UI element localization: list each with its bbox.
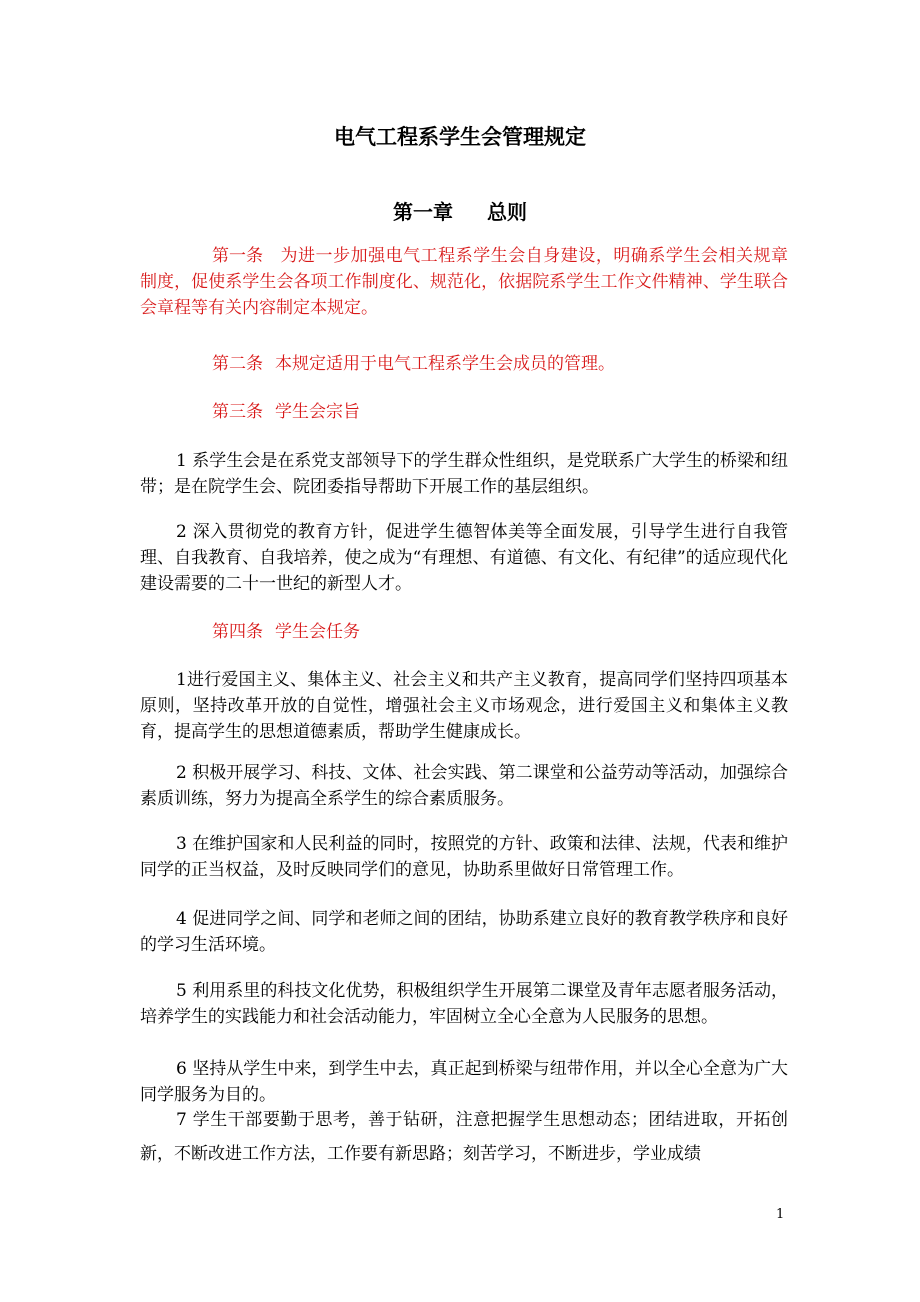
article-text: 学生会任务 [275,622,360,642]
chapter-heading [0,196,920,225]
page-number: 1 [776,1207,785,1222]
list-item: 2 积极开展学习、科技、文体、社会实践、第二课堂和公益劳动等活动，加强综合素质训练，努力为提高全系学生的综合素质服务。 [140,763,788,809]
chapter-number: 第一章 [393,200,453,224]
article-label: 第二条 [212,354,263,374]
list-item: 6 坚持从学生中来，到学生中去，真正起到桥梁与纽带作用，并以全心全意为广大同学服务为目的。 [140,1059,788,1105]
list-item: 7 学生干部要勤于思考，善于钻研，注意把握学生思想动态；团结进取，开拓创新，不断改进工作方法，工作要有新思路；刻苦学习，不断进步，学业成绩 [140,1110,788,1164]
article-text: 本规定适用于电气工程系学生会成员的管理。 [275,354,615,374]
article-2 [140,351,788,377]
list-item: 5 利用系里的科技文化优势，积极组织学生开展第二课堂及青年志愿者服务活动，培养学生的实践能力和社会活动能力，牢固树立全心全意为人民服务的思想。 [140,981,788,1027]
article-4 [140,619,788,645]
chapter-name: 总则 [487,200,527,224]
article-label: 第三条 [212,402,263,422]
article-label: 第一条 [212,246,263,266]
document-title: 电气工程系学生会管理规定 [334,125,586,149]
list-item: 4 促进同学之间、同学和老师之间的团结，协助系建立良好的教育教学秩序和良好的学习生活环境。 [140,909,788,955]
list-item: 2 深入贯彻党的教育方针，促进学生德智体美等全面发展，引导学生进行自我管理、自我教育、自我培养，使之成为“有理想、有道德、有文化、有纪律”的适应现代化建设需要的二十一世纪的新型人才。 [140,522,788,594]
article-3 [140,399,788,425]
article-label: 第四条 [212,622,263,642]
article-text: 学生会宗旨 [275,402,360,422]
list-item: 3 在维护国家和人民利益的同时，按照党的方针、政策和法律、法规，代表和维护同学的正当权益，及时反映同学们的意见，协助系里做好日常管理工作。 [140,834,788,880]
list-item: 1 系学生会是在系党支部领导下的学生群众性组织，是党联系广大学生的桥梁和纽带；是在院学生会、院团委指导帮助下开展工作的基层组织。 [140,451,788,497]
article-1 [140,243,788,321]
article-text: 为进一步加强电气工程系学生会自身建设，明确系学生会相关规章制度，促使系学生会各项工作制度化、规范化，依据院系学生工作文件精神、学生联合会章程等有关内容制定本规定。 [140,246,788,318]
list-item: 1进行爱国主义、集体主义、社会主义和共产主义教育，提高同学们坚持四项基本原则，坚持改革开放的自觉性，增强社会主义市场观念，进行爱国主义和集体主义教育，提高学生的思想道德素质，帮助学生健康成长。 [140,670,788,742]
